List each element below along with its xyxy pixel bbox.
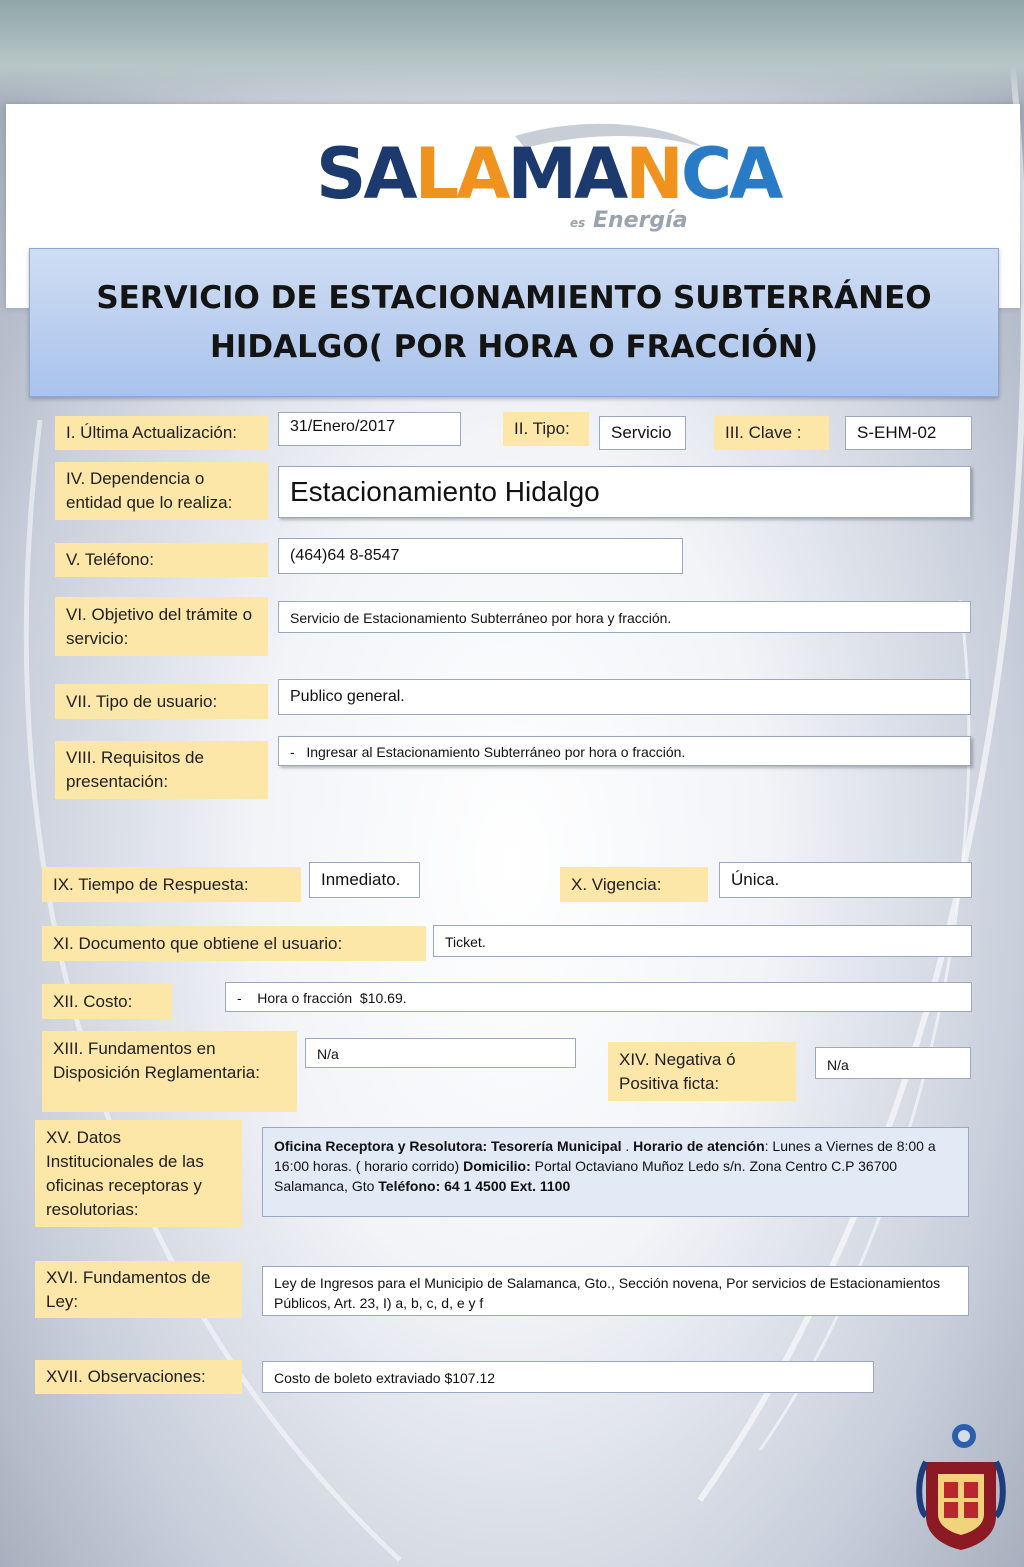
value-dependencia: Estacionamiento Hidalgo	[278, 466, 971, 518]
value-fundamentos-ley: Ley de Ingresos para el Municipio de Salamanca, Gto., Sección novena, Por servicios de Estacionamientos Públicos, Art. 23, I) a, b, c, d, e y f	[262, 1266, 969, 1316]
value-tiempo-respuesta: Inmediato.	[309, 862, 420, 898]
label-vigencia: X. Vigencia:	[560, 867, 708, 902]
label-requisitos: VIII. Requisitos de presentación:	[55, 741, 268, 799]
value-ultima-actualizacion: 31/Enero/2017	[278, 412, 461, 446]
label-costo: XII. Costo:	[42, 984, 172, 1019]
label-clave: III. Clave :	[714, 416, 829, 450]
value-clave: S-EHM-02	[845, 416, 972, 450]
value-vigencia: Única.	[719, 862, 972, 898]
label-telefono: V. Teléfono:	[55, 543, 268, 577]
label-ultima-actualizacion: I. Última Actualización:	[55, 416, 268, 450]
label-tipo: II. Tipo:	[503, 412, 589, 446]
value-telefono: (464)64 8-8547	[278, 538, 683, 574]
value-requisitos: - Ingresar al Estacionamiento Subterráneo por hora o fracción.	[278, 736, 971, 766]
value-observaciones: Costo de boleto extraviado $107.12	[262, 1361, 874, 1393]
label-tiempo-respuesta: IX. Tiempo de Respuesta:	[42, 867, 301, 902]
label-observaciones: XVII. Observaciones:	[35, 1360, 242, 1394]
value-objetivo: Servicio de Estacionamiento Subterráneo por hora y fracción.	[278, 601, 971, 633]
value-tipo-usuario: Publico general.	[278, 679, 971, 715]
page-title: SERVICIO DE ESTACIONAMIENTO SUBTERRÁNEO HIDALGO( POR HORA O FRACCIÓN)	[96, 279, 932, 365]
label-objetivo: VI. Objetivo del trámite o servicio:	[55, 597, 268, 656]
logo-tagline: es Energía	[570, 208, 688, 233]
label-negativa-positiva: XIV. Negativa ó Positiva ficta:	[608, 1042, 796, 1101]
value-negativa-positiva: N/a	[815, 1047, 971, 1079]
label-dependencia: IV. Dependencia o entidad que lo realiza:	[55, 462, 268, 520]
value-datos-institucionales: Oficina Receptora y Resolutora: Tesorería Municipal . Horario de atención: Lunes a Viernes de 8:00 a 16:00 horas. ( horario corrido) Domicilio: Portal Octaviano Muñoz Ledo s/n. Zona Centro C.P 36700 Salamanca, Gto Teléfono: 64 1 4500 Ext. 1100	[262, 1127, 969, 1217]
top-band	[0, 0, 1024, 110]
value-fundamentos-disposicion: N/a	[305, 1038, 576, 1068]
logo-wordmark: SALAMANCA	[316, 133, 781, 215]
title-banner	[29, 248, 999, 397]
value-documento: Ticket.	[433, 925, 972, 957]
label-fundamentos-ley: XVI. Fundamentos de Ley:	[35, 1261, 242, 1318]
label-documento: XI. Documento que obtiene el usuario:	[42, 926, 426, 961]
label-datos-institucionales: XV. Datos Institucionales de las oficinas receptoras y resolutorias:	[35, 1120, 242, 1227]
label-tipo-usuario: VII. Tipo de usuario:	[55, 684, 268, 719]
value-costo: - Hora o fracción $10.69.	[225, 982, 972, 1012]
value-tipo: Servicio	[599, 416, 686, 450]
coat-of-arms-icon	[916, 1420, 1006, 1552]
label-fundamentos-disposicion: XIII. Fundamentos en Disposición Reglamentaria:	[42, 1031, 297, 1112]
